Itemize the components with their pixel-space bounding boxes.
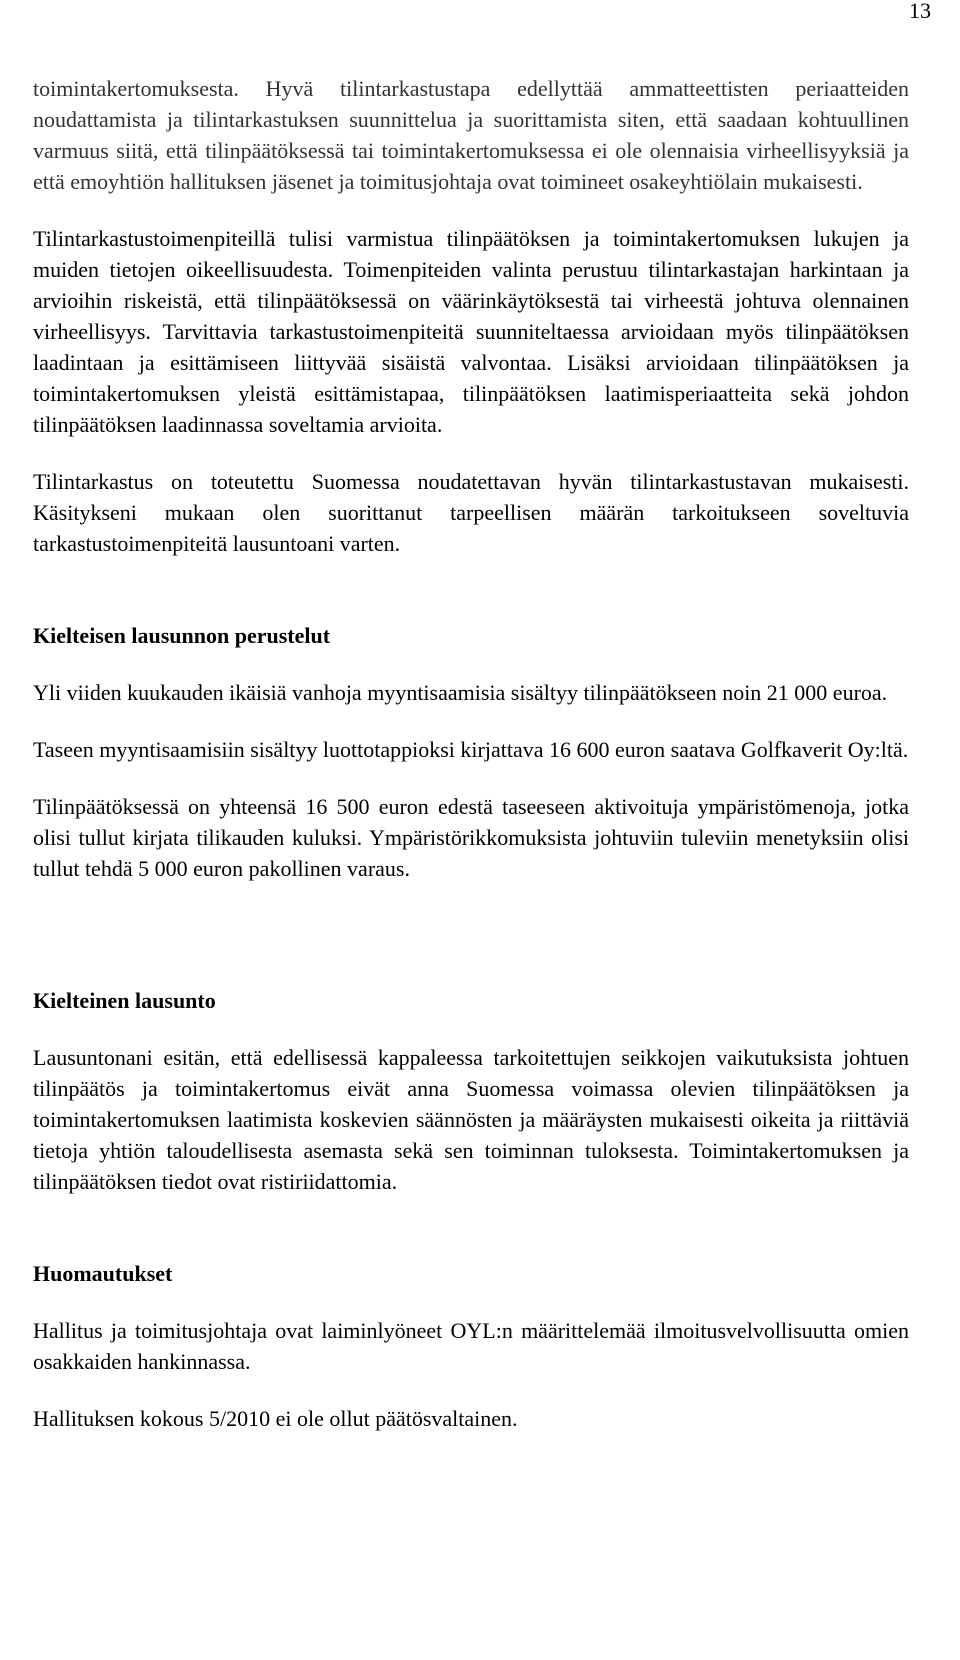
paragraph-basis-3: Tilinpäätöksessä on yhteensä 16 500 euron edestä taseeseen aktivoituja ympäristömenoja, jotka olisi tullut kirjata tilikauden kuluksi. Ympäristörikkomuksista johtuviin tuleviin menetyksiin olisi tullut tehdä 5 000 euron pakollinen varaus. — [33, 794, 909, 881]
section-heading-remarks: Huomautukset — [33, 1261, 173, 1286]
section-heading-basis: Kielteisen lausunnon perustelut — [33, 623, 331, 648]
paragraph-basis-1: Yli viiden kuukauden ikäisiä vanhoja myyntisaamisia sisältyy tilinpäätökseen noin 21 000 euroa. — [33, 680, 888, 705]
paragraph-basis-2: Taseen myyntisaamisiin sisältyy luottotappioksi kirjattava 16 600 euron saatava Golfkaverit Oy:ltä. — [33, 737, 909, 762]
paragraph-intro-2: Tilintarkastustoimenpiteillä tulisi varmistua tilinpäätöksen ja toimintakertomuksen lukujen ja muiden tietojen oikeellisuudesta. Toimenpiteiden valinta perustuu tilintarkastajan harkintaan ja arvioihin riskeistä, että tilinpäätöksessä on väärinkäytöksestä tai virheestä johtuva olennainen virheellisyys. Tarvittavia tarkastustoimenpiteitä suunniteltaessa arvioidaan myös tilinpäätöksen laadintaan ja esittämiseen liittyvää sisäistä valvontaa. Lisäksi arvioidaan tilinpäätöksen ja toimintakertomuksen yleistä esittämistapaa, tilinpäätöksen laatimisperiaatteita sekä johdon tilinpäätöksen laadinnassa soveltamia arvioita. — [33, 226, 909, 437]
page-number: 13 — [909, 0, 931, 23]
paragraph-remarks-2: Hallituksen kokous 5/2010 ei ole ollut päätösvaltainen. — [33, 1406, 518, 1431]
paragraph-opinion-1: Lausuntonani esitän, että edellisessä kappaleessa tarkoitettujen seikkojen vaikutuksista johtuen tilinpäätös ja toimintakertomus eivät anna Suomessa voimassa olevien tilinpäätöksen ja toimintakertomuksen laatimista koskevien säännösten ja määräysten mukaisesti oikeita ja riittäviä tietoja yhtiön taloudellisesta asemasta sekä sen toiminnan tuloksesta. Toimintakertomuksen ja tilinpäätöksen tiedot ovat ristiriidattomia. — [33, 1045, 909, 1194]
paragraph-intro-1: toimintakertomuksesta. Hyvä tilintarkastustapa edellyttää ammatteettisten periaatteiden noudattamista ja tilintarkastuksen suunnittelua ja suorittamista siten, että saadaan kohtuullinen varmuus siitä, että tilinpäätöksessä tai toimintakertomuksessa ei ole olennaisia virheellisyyksiä ja että emoyhtiön hallituksen jäsenet ja toimitusjohtaja ovat toimineet osakeyhtiölain mukaisesti. — [33, 76, 909, 194]
paragraph-intro-3: Tilintarkastus on toteutettu Suomessa noudatettavan hyvän tilintarkastustavan mukaisesti. Käsitykseni mukaan olen suorittanut tarpeellisen määrän tarkoitukseen soveltuvia tarkastustoimenpiteitä lausuntoani varten. — [33, 469, 909, 556]
document-body — [33, 73, 909, 1434]
paragraph-remarks-1: Hallitus ja toimitusjohtaja ovat laiminlyöneet OYL:n määrittelemää ilmoitusvelvollisuutta omien osakkaiden hankinnassa. — [33, 1318, 909, 1374]
section-heading-opinion: Kielteinen lausunto — [33, 988, 216, 1013]
